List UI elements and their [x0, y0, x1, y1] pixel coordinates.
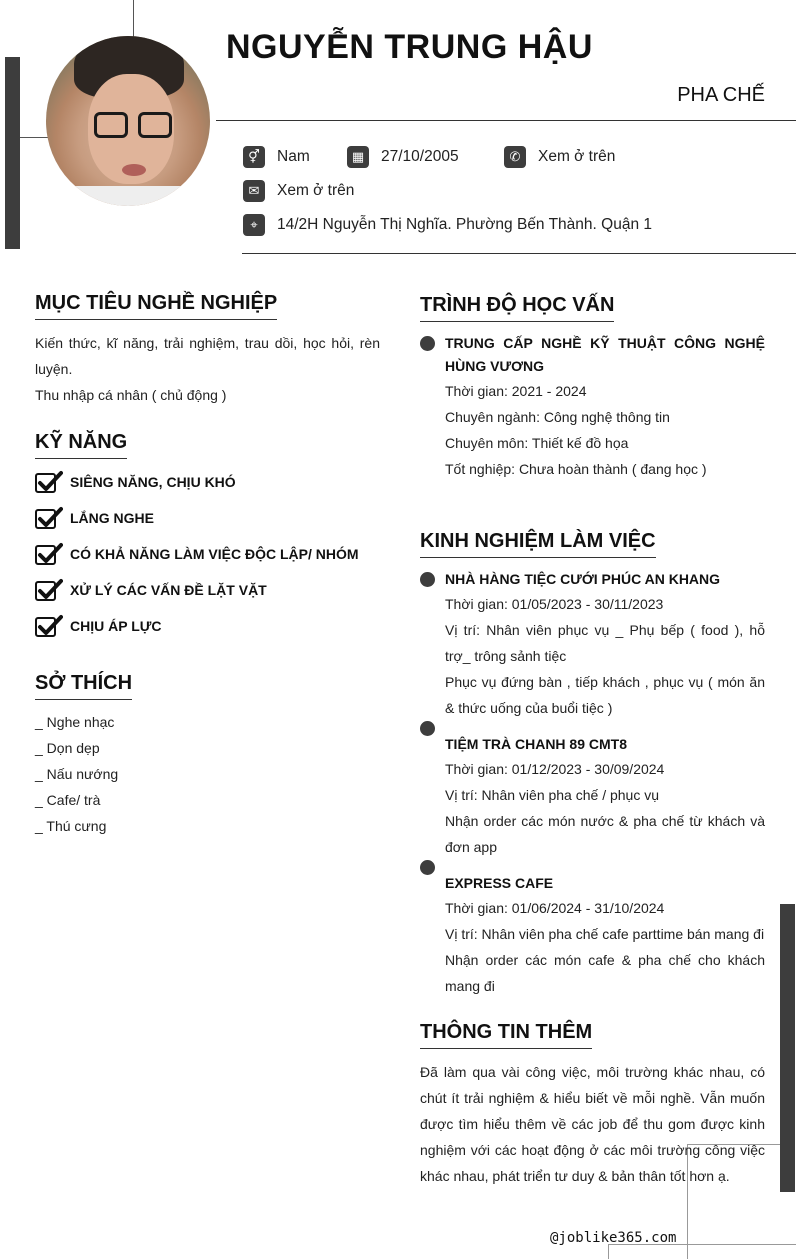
skill-item	[35, 506, 154, 530]
left-accent-bar	[5, 57, 20, 249]
timeline-dot	[420, 860, 435, 875]
skill-item	[35, 578, 267, 602]
skill-label: LẮNG NGHE	[70, 510, 154, 526]
top-vertical-line	[133, 0, 134, 38]
job-time: Thời gian: 01/05/2023 - 30/11/2023	[445, 596, 664, 612]
location-icon: ⌖	[243, 214, 265, 236]
school-name: TRUNG CẤP NGHỀ KỸ THUẬT CÔNG NGHỆ HÙNG VƯƠNG	[445, 335, 765, 374]
skill-item	[35, 542, 359, 566]
skill-item	[35, 470, 236, 494]
job-position: Vị trí: Nhân viên phục vụ _ Phụ bếp ( food ), hỗ trợ_ trông sảnh tiệc	[445, 622, 765, 664]
skill-item	[35, 614, 161, 638]
address-value: 14/2H Nguyễn Thị Nghĩa. Phường Bến Thành. Quận 1	[277, 216, 652, 233]
job-time: Thời gian: 01/06/2024 - 31/10/2024	[445, 900, 665, 916]
calendar-icon: ▦	[347, 146, 369, 168]
hobby-item: _ Thú cưng	[35, 818, 107, 834]
checkbox-checked-icon	[35, 470, 63, 494]
hobby-item: _ Nghe nhạc	[35, 714, 115, 730]
profile-photo	[46, 36, 210, 206]
job-description: Nhận order các món cafe & pha chế cho khách mang đi	[445, 952, 765, 994]
job-title: PHA CHẾ	[677, 84, 765, 106]
birthday-item	[347, 146, 459, 168]
corner-frame-v2	[608, 1244, 609, 1259]
education-entry	[445, 332, 765, 482]
timeline-dot	[420, 721, 435, 736]
email-icon: ✉	[243, 180, 265, 202]
contact-divider	[242, 253, 796, 254]
header-divider	[216, 120, 796, 121]
job-entry	[445, 872, 765, 999]
additional-info-text	[420, 1059, 765, 1189]
hobby-item: _ Dọn dẹp	[35, 740, 100, 756]
checkbox-checked-icon	[35, 578, 63, 602]
job-description: Nhận order các món nước & pha chế từ khách và đơn app	[445, 813, 765, 855]
skill-label: SIÊNG NĂNG, CHỊU KHÓ	[70, 474, 236, 490]
watermark-text: @joblike365.com	[550, 1230, 677, 1246]
skill-label: XỬ LÝ CÁC VẤN ĐỀ LẶT VẶT	[70, 582, 267, 598]
company-name: TIỆM TRÀ CHANH 89 CMT8	[445, 736, 628, 752]
email-item	[243, 180, 354, 202]
checkbox-checked-icon	[35, 506, 63, 530]
birthday-value: 27/10/2005	[381, 148, 459, 165]
objective-text	[35, 330, 380, 408]
skill-label: CÓ KHẢ NĂNG LÀM VIỆC ĐỘC LẬP/ NHÓM	[70, 546, 359, 562]
address-item	[243, 214, 652, 236]
left-connector-line	[20, 137, 48, 138]
objective-title: MỤC TIÊU NGHỀ NGHIỆP	[35, 292, 277, 320]
company-name: EXPRESS CAFE	[445, 875, 554, 891]
candidate-name: NGUYỄN TRUNG HẬU	[226, 28, 593, 66]
skill-label: CHỊU ÁP LỰC	[70, 618, 162, 634]
checkbox-checked-icon	[35, 614, 63, 638]
company-name: NHÀ HÀNG TIỆC CƯỚI PHÚC AN KHANG	[445, 571, 721, 587]
additional-info-paragraph: Đã làm qua vài công việc, môi trường khác nhau, có chút ít trải nghiệm & hiểu biết về mỗi nghề. Vẫn muốn được tìm hiểu thêm về các job để thu gom được kinh nghiệm với các hoạt động ở các môi trường công việc khác nhau, phát triển tư duy & bản thân tốt hơn ạ.	[420, 1064, 765, 1184]
education-subject: Chuyên môn: Thiết kế đồ họa	[445, 435, 629, 451]
gender-icon: ⚥	[243, 146, 265, 168]
hobby-item: _ Nấu nướng	[35, 766, 119, 782]
job-position: Vị trí: Nhân viên pha chế / phục vụ	[445, 787, 660, 803]
objective-line: Thu nhập cá nhân ( chủ động )	[35, 387, 227, 403]
job-description: Phục vụ đứng bàn , tiếp khách , phục vụ ( món ăn & thức uống của buổi tiệc )	[445, 674, 765, 716]
gender-value: Nam	[277, 148, 310, 165]
timeline-dot	[420, 336, 435, 351]
timeline-dot	[420, 572, 435, 587]
education-major: Chuyên ngành: Công nghệ thông tin	[445, 409, 670, 425]
job-entry	[445, 733, 765, 860]
checkbox-checked-icon	[35, 542, 63, 566]
phone-item	[504, 146, 615, 168]
experience-title: KINH NGHIỆM LÀM VIỆC	[420, 530, 656, 558]
right-accent-bar	[780, 904, 795, 1192]
phone-value: Xem ở trên	[538, 148, 616, 165]
job-position: Vị trí: Nhân viên pha chế cafe parttime bán mang đi	[445, 926, 765, 942]
hobby-item: _ Cafe/ trà	[35, 792, 101, 808]
phone-icon: ✆	[504, 146, 526, 168]
additional-info-title: THÔNG TIN THÊM	[420, 1021, 592, 1049]
hobbies-title: SỞ THÍCH	[35, 672, 132, 700]
education-time: Thời gian: 2021 - 2024	[445, 383, 587, 399]
job-entry	[445, 568, 765, 721]
job-time: Thời gian: 01/12/2023 - 30/09/2024	[445, 761, 665, 777]
email-value: Xem ở trên	[277, 182, 355, 199]
skills-title: KỸ NĂNG	[35, 431, 127, 459]
education-title: TRÌNH ĐỘ HỌC VẤN	[420, 294, 614, 322]
gender-item	[243, 146, 310, 168]
education-graduation: Tốt nghiệp: Chưa hoàn thành ( đang học )	[445, 461, 707, 477]
objective-line: Kiến thức, kĩ năng, trải nghiệm, trau dồi, học hỏi, rèn luyện.	[35, 335, 380, 377]
